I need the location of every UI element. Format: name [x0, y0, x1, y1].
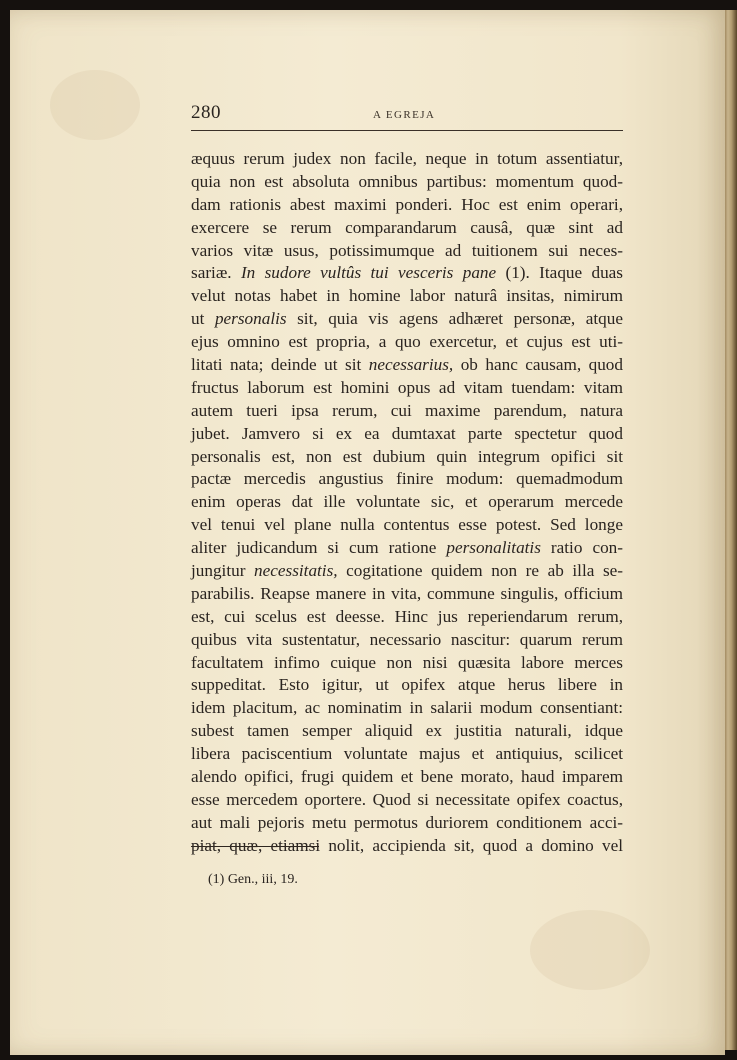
text-segment: jubet. Jamvero si ex ea dumtaxat parte spectetur quod	[191, 423, 623, 443]
text-segment: sit, quia vis agens adhæret personæ, atque	[286, 309, 624, 329]
italic-text: necessarius,	[368, 355, 454, 375]
text-segment: ratio con-	[540, 538, 623, 558]
text-line	[191, 720, 623, 743]
text-segment: exercere se rerum comparandarum causâ, quæ sint ad	[191, 217, 623, 237]
text-segment: facultatem infimo cuique non nisi quæsita labore merces	[191, 652, 623, 672]
text-segment: est, cui scelus est deesse. Hinc jus reperiendarum rerum,	[191, 606, 623, 626]
text-line	[191, 423, 623, 446]
italic-text: personalis	[214, 309, 287, 329]
text-segment: cogitatione quidem non re ab illa se-	[337, 561, 623, 581]
text-line	[191, 446, 623, 469]
page-header	[191, 102, 623, 131]
text-segment: piat, quæ, etiamsi nolit, accipienda sit, quod a domino vel	[191, 835, 623, 855]
text-segment: ejus omnino est propria, a quo exercetur, et cujus est uti-	[191, 332, 623, 352]
text-line	[191, 674, 623, 697]
text-segment: pactæ mercedis angustius finire modum: quemadmodum	[191, 469, 623, 489]
page-number: 280	[191, 102, 221, 123]
text-line	[191, 308, 623, 331]
text-segment: aut mali pejoris metu permotus duriorem conditionem acci-	[191, 812, 623, 832]
text-segment: parabilis. Reapse manere in vita, commune singulis, officium	[191, 583, 623, 603]
text-segment: esse mercedem oportere. Quod si necessitate opifex coactus,	[191, 789, 623, 809]
text-line	[191, 171, 623, 194]
text-segment: varios vitæ usus, potissimumque ad tuitionem sui neces-	[191, 240, 623, 260]
text-line	[191, 514, 623, 537]
text-segment: idem placitum, ac nominatim in salarii modum consentiant:	[191, 698, 623, 718]
text-segment: (1). Itaque duas	[496, 263, 623, 283]
text-line	[191, 537, 623, 560]
text-segment: litati nata; deinde ut sit	[191, 355, 369, 375]
text-line	[191, 217, 623, 240]
text-segment: velut notas habet in homine labor naturâ insitas, nimirum	[191, 286, 623, 306]
text-segment: dam rationis abest maximi ponderi. Hoc est enim operari,	[191, 194, 623, 214]
text-segment: aliter judicandum si cum ratione	[191, 538, 447, 558]
text-segment: fructus laborum est homini opus ad vitam tuendam: vitam	[191, 377, 623, 397]
text-segment: personalis est, non est dubium quin integrum opifici sit	[191, 446, 623, 466]
body-text	[191, 148, 623, 858]
text-segment: æquus rerum judex non facile, neque in totum assentiatur,	[191, 149, 623, 168]
text-line	[191, 262, 623, 285]
text-segment: vel tenui vel plane nulla contentus esse potest. Sed longe	[191, 515, 623, 535]
text-line	[191, 652, 623, 675]
text-segment: autem tueri ipsa rerum, cui maxime parendum, natura	[191, 400, 623, 420]
book-page-edge	[723, 10, 737, 1050]
running-head: A EGREJA	[373, 109, 436, 121]
text-segment: suppeditat. Esto igitur, ut opifex atque herus libere in	[191, 675, 623, 695]
text-line	[191, 606, 623, 629]
text-line	[191, 400, 623, 423]
text-segment: libera paciscentium voluntate majus et antiquius, scilicet	[191, 744, 623, 764]
text-line	[191, 354, 623, 377]
text-segment: jungitur	[191, 561, 255, 581]
text-line	[191, 766, 623, 789]
italic-text: In sudore vultûs tui vesceris pane	[240, 263, 497, 283]
footnote: (1) Gen., iii, 19.	[208, 872, 298, 887]
text-segment: ut	[191, 309, 215, 329]
text-line	[191, 194, 623, 217]
text-line	[191, 560, 623, 583]
text-line	[191, 812, 623, 835]
text-segment: quia non est absoluta omnibus partibus: momentum quod-	[191, 171, 623, 191]
text-segment: quibus vita sustentatur, necessario nascitur: quarum rerum	[191, 629, 623, 649]
text-segment: sariæ.	[191, 263, 241, 283]
paper-stain	[530, 910, 650, 990]
text-line	[191, 331, 623, 354]
italic-text: necessitatis,	[254, 561, 338, 581]
text-line	[191, 697, 623, 720]
text-segment: subest tamen semper aliquid ex justitia naturali, idque	[191, 721, 623, 741]
text-line	[191, 285, 623, 308]
text-line	[191, 148, 623, 171]
text-line	[191, 491, 623, 514]
text-line	[191, 789, 623, 812]
footnote-rule	[191, 846, 319, 847]
text-line	[191, 240, 623, 263]
text-line	[191, 743, 623, 766]
text-line	[191, 583, 623, 606]
paper-stain	[50, 70, 140, 140]
text-line	[191, 377, 623, 400]
text-line	[191, 629, 623, 652]
text-segment: alendo opifici, frugi quidem et bene morato, haud imparem	[191, 767, 623, 787]
text-segment: ob hanc causam, quod	[453, 355, 623, 375]
text-segment: enim operas dat ille voluntate sic, et operarum mercede	[191, 492, 623, 512]
text-line	[191, 468, 623, 491]
italic-text: personalitatis	[446, 538, 541, 558]
